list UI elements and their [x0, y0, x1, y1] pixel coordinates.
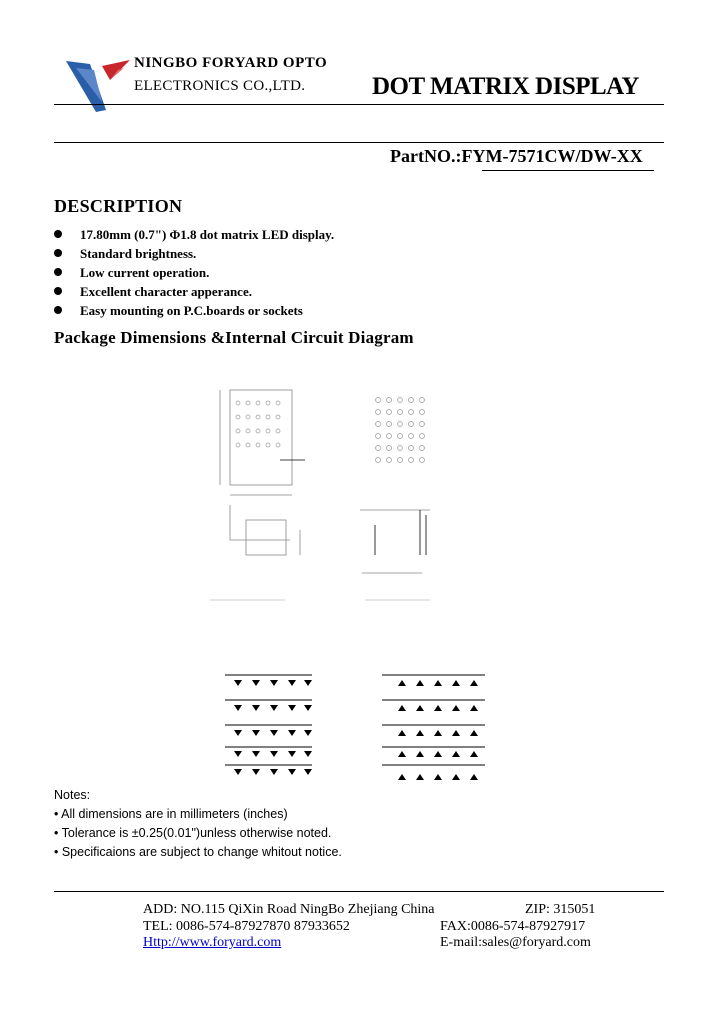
bullet-icon — [54, 249, 62, 257]
footer-fax: FAX:0086-574-87927917 — [440, 919, 586, 934]
feature-item: Standard brightness. — [54, 246, 196, 262]
feature-item: 17.80mm (0.7") Φ1.8 dot matrix LED display. — [54, 227, 334, 243]
feature-item: Excellent character apperance. — [54, 284, 252, 300]
notes-section — [54, 788, 342, 864]
bullet-icon — [54, 287, 62, 295]
document-title: DOT MATRIX DISPLAY — [372, 73, 639, 100]
note-item: • Tolerance is ±0.25(0.01")unless otherwise noted. — [54, 826, 332, 840]
note-item: • Specificaions are subject to change whitout notice. — [54, 845, 342, 859]
header-rule — [54, 104, 664, 105]
note-item: • All dimensions are in millimeters (inches) — [54, 807, 288, 821]
company-name-line2: ELECTRONICS CO.,LTD. — [134, 78, 306, 94]
part-number-underline — [482, 170, 654, 171]
header-rule-2 — [54, 142, 664, 143]
footer-tel: TEL: 0086-574-87927870 87933652 — [143, 919, 350, 934]
footer-address: ADD: NO.115 QiXin Road NingBo Zhejiang China — [143, 902, 435, 917]
bullet-icon — [54, 268, 62, 276]
description-heading: DESCRIPTION — [54, 196, 183, 216]
package-dimension-drawing — [190, 355, 510, 795]
footer-email: E-mail:sales@foryard.com — [440, 935, 591, 950]
part-number: PartNO.:FYM-7571CW/DW-XX — [390, 146, 643, 166]
package-heading: Package Dimensions &Internal Circuit Diagram — [54, 328, 414, 347]
notes-title: Notes: — [54, 788, 91, 802]
footer-zip: ZIP: 315051 — [525, 902, 596, 917]
feature-item: Low current operation. — [54, 265, 209, 281]
company-name-line1: NINGBO FORYARD OPTO — [134, 55, 328, 71]
footer-rule — [54, 891, 664, 892]
website-link[interactable]: Http://www.foryard.com — [143, 935, 282, 950]
bullet-icon — [54, 230, 62, 238]
feature-item: Easy mounting on P.C.boards or sockets — [54, 303, 303, 319]
bullet-icon — [54, 306, 62, 314]
